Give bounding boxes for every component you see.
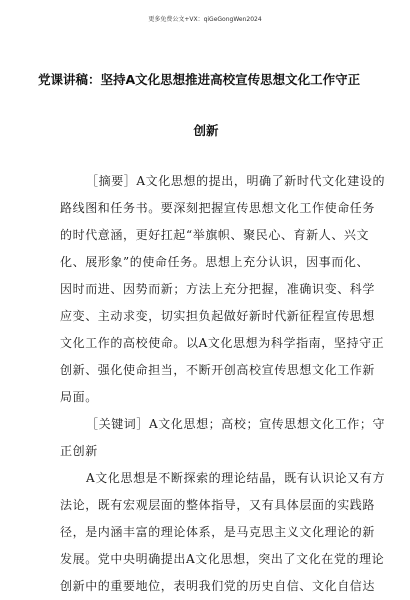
keywords-line: 正创新 (60, 444, 98, 458)
abstract-line: 文化工作的高校使命。以A文化思想为科学指南，坚持守正 (60, 336, 385, 350)
body-line: A文化思想是不断探索的理论结晶，既有认识论又有方 (86, 471, 386, 485)
body-line: 发展。党中央明确提出A文化思想，突出了文化在党的理论 (60, 552, 385, 566)
document-title-line-2: 创新 (193, 123, 219, 138)
document-title-line-1: 党课讲稿：坚持A文化思想推进高校宣传思想文化工作守正 (38, 72, 361, 87)
abstract-line: 化、展形象”的使命任务。思想上充分认识，因事而化、 (60, 255, 370, 269)
body-line: 法论，既有宏观层面的整体指导，又有具体层面的实践路 (60, 498, 376, 512)
body-line: 创新中的重要地位，表明我们党的历史自信、文化自信达 (60, 579, 376, 593)
abstract-line: 路线图和任务书。要深刻把握宣传思想文化工作使命任务 (60, 201, 376, 215)
abstract-line: 应变、主动求变，切实担负起做好新时代新征程宣传思想 (60, 309, 376, 323)
abstract-line: 因时而进、因势而新；方法上充分把握，准确识变、科学 (60, 282, 376, 296)
abstract-line: ［摘要］A文化思想的提出，明确了新时代文化建设的 (86, 174, 386, 188)
abstract-line: 创新、强化使命担当，不断开创高校宣传思想文化工作新 (60, 363, 376, 377)
abstract-line: 局面。 (60, 390, 98, 404)
body-line: 径，是内涵丰富的理论体系，是马克思主义文化理论的新 (60, 525, 376, 539)
page-header: 更多免费公文+VX：qiGeGongWen2024 (148, 16, 262, 23)
abstract-line: 的时代意涵，更好扛起“举旗帜、聚民心、育新人、兴文 (60, 228, 370, 242)
keywords-line: ［关键词］A文化思想；高校；宣传思想文化工作；守 (86, 417, 386, 431)
